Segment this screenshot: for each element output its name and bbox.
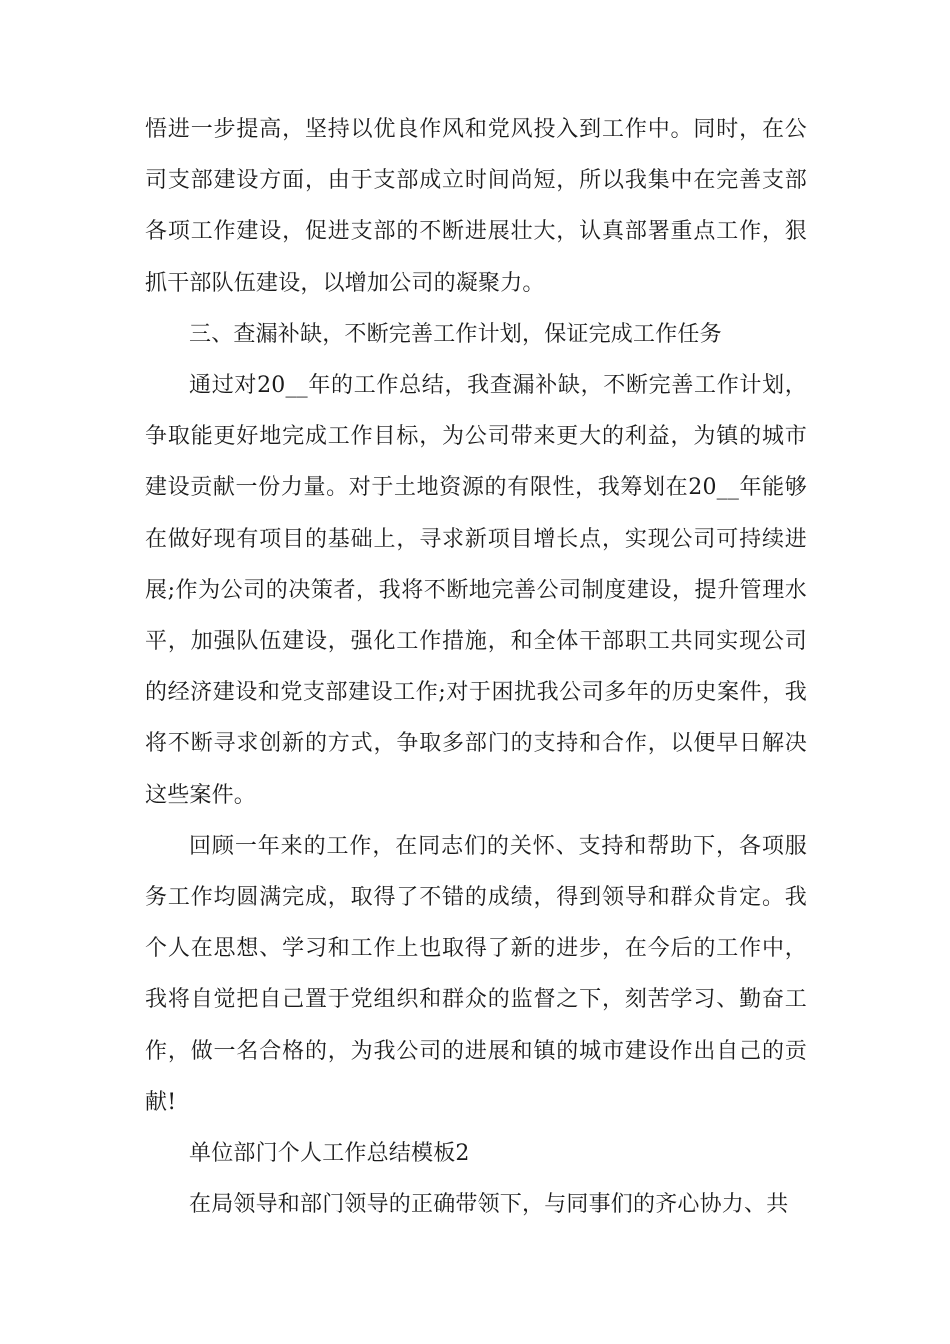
template-title-2: 单位部门个人工作总结模板2 — [189, 1141, 470, 1167]
paragraph-template-2-intro: 在局领导和部门领导的正确带领下，与同事们的齐心协力、共 — [189, 1192, 789, 1218]
paragraph-party-building: 悟进一步提高，坚持以优良作风和党风投入到工作中。同时，在公司支部建设方面，由于支部成立时间尚短，所以我集中在完善支部各项工作建设，促进支部的不断进展壮大，认真部署重点工作，狠抓干部队伍建设，以增加公司的凝聚力。 — [145, 117, 807, 296]
paragraph-review: 回顾一年来的工作，在同志们的关怀、支持和帮助下，各项服务工作均圆满完成，取得了不错的成绩，得到领导和群众肯定。我个人在思想、学习和工作上也取得了新的进步，在今后的工作中，我将自觉把自己置于党组织和群众的监督之下，刻苦学习、勤奋工作，做一名合格的，为我公司的进展和镇的城市建设作出自己的贡献! — [145, 833, 807, 1115]
section-heading-three: 三、查漏补缺，不断完善工作计划，保证完成工作任务 — [189, 321, 722, 347]
paragraph-work-plan: 通过对20__年的工作总结，我查漏补缺，不断完善工作计划，争取能更好地完成工作目标，为公司带来更大的利益，为镇的城市建设贡献一份力量。对于土地资源的有限性，我筹划在20__年能够在做好现有项目的基础上，寻求新项目增长点，实现公司可持续进展;作为公司的决策者，我将不断地完善公司制度建设，提升管理水平，加强队伍建设，强化工作措施，和全体干部职工共同实现公司的经济建设和党支部建设工作;对于困扰我公司多年的历史案件，我将不断寻求创新的方式，争取多部门的支持和合作，以便早日解决这些案件。 — [145, 373, 807, 808]
document-body — [145, 104, 807, 1230]
